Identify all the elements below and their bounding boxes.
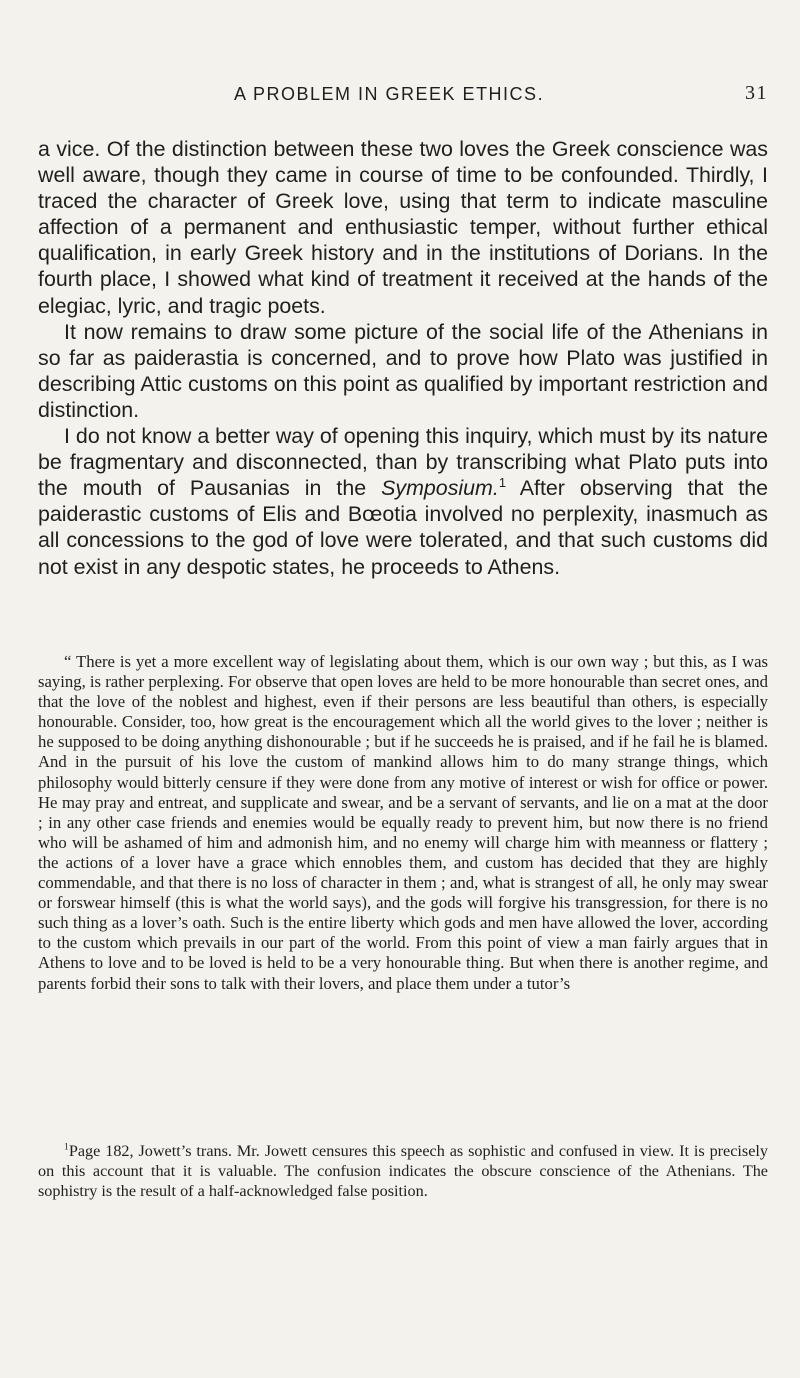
block-quotation: “ There is yet a more excellent way of legislating about them, which is our own way ; but this, as I was saying, is rather perplexing. For observe that open loves are held to be more honourable than secret ones, and that the love of the noblest and highest, even if their persons are less beautiful than others, is especially honourable. Consider, too, how great is the encouragement which all the world gives to the lover ; neither is he supposed to be doing anything dishonourable ; but if he succeeds he is praised, and if he fail he is blamed. And in the pursuit of his love the custom of mankind allows him to do many strange things, which philosophy would bitterly censure if they were done from any motive of interest or wish for office or power. He may pray and entreat, and supplicate and swear, and be a servant of servants, and lie on a mat at the door ; in any other case friends and enemies would be equally ready to prevent him, but now there is no friend who will be ashamed of him and admonish him, and no enemy will charge him with meanness or flattery ; the actions of a lover have a grace which ennobles them, and custom has decided that they are highly commendable, and that there is no loss of character in them ; and, what is strangest of all, he only may swear or forswear himself (this is what the world says), and the gods will forgive his transgression, for there is no such thing as a lover’s oath. Such is the entire liberty which gods and men have allowed the lover, according to the custom which prevails in our part of the world. From this point of view a man fairly argues that in Athens to love and to be loved is held to be a very honourable thing. But when there is another regime, and parents forbid their sons to talk with their lovers, and place them under a tutor’s <box>38 652 768 993</box>
paragraph-athenian-life: It now remains to draw some picture of the social life of the Athenians in so far as paiderastia is concerned, and to prove how Plato was justified in describing Attic customs on this point as qualified by important restriction and distinction. <box>38 319 768 422</box>
work-title-symposium: Symposium. <box>381 476 499 501</box>
paragraph-symposium-intro <box>38 423 768 580</box>
running-head-title: A PROBLEM IN GREEK ETHICS. <box>234 84 545 104</box>
paragraph-continuation: a vice. Of the distinction between these two loves the Greek conscience was well aware, though they came in course of time to be confounded. Thirdly, I traced the character of Greek love, using that term to indicate masculine affection of a permanent and enthusiastic temper, without further ethical qualification, in early Greek history and in the institutions of Dorians. In the fourth place, I showed what kind of treatment it received at the hands of the elegiac, lyric, and tragic poets. <box>38 137 768 318</box>
page-number: 31 <box>745 82 768 104</box>
footnote-reference: 1 <box>498 475 506 491</box>
paragraph-text-end: After observing that the paiderastic customs of Elis and Bœotia involved no perplexity, inasmuch as all concessions to the god of love were tolerated, and that such customs did not exist in any despotic states, he proceeds to Athens. <box>38 476 768 579</box>
footnote <box>38 1141 768 1201</box>
main-text <box>38 136 768 580</box>
running-head <box>38 84 768 114</box>
footnote-mark: 1 <box>64 1141 69 1153</box>
footnote-text: Page 182, Jowett’s trans. Mr. Jowett censures this speech as sophistic and confused in view. It is precisely on this account that it is valuable. The confusion indicates the obscure conscience of the Athenians. The sophistry is the result of a half-acknowledged false position. <box>38 1142 768 1200</box>
paragraph-text-start: I do not know a better way of opening this inquiry, which must by its nature be fragmentary and disconnected, than by transcribing what Plato puts into the mouth of Pausanias in the <box>38 424 768 501</box>
